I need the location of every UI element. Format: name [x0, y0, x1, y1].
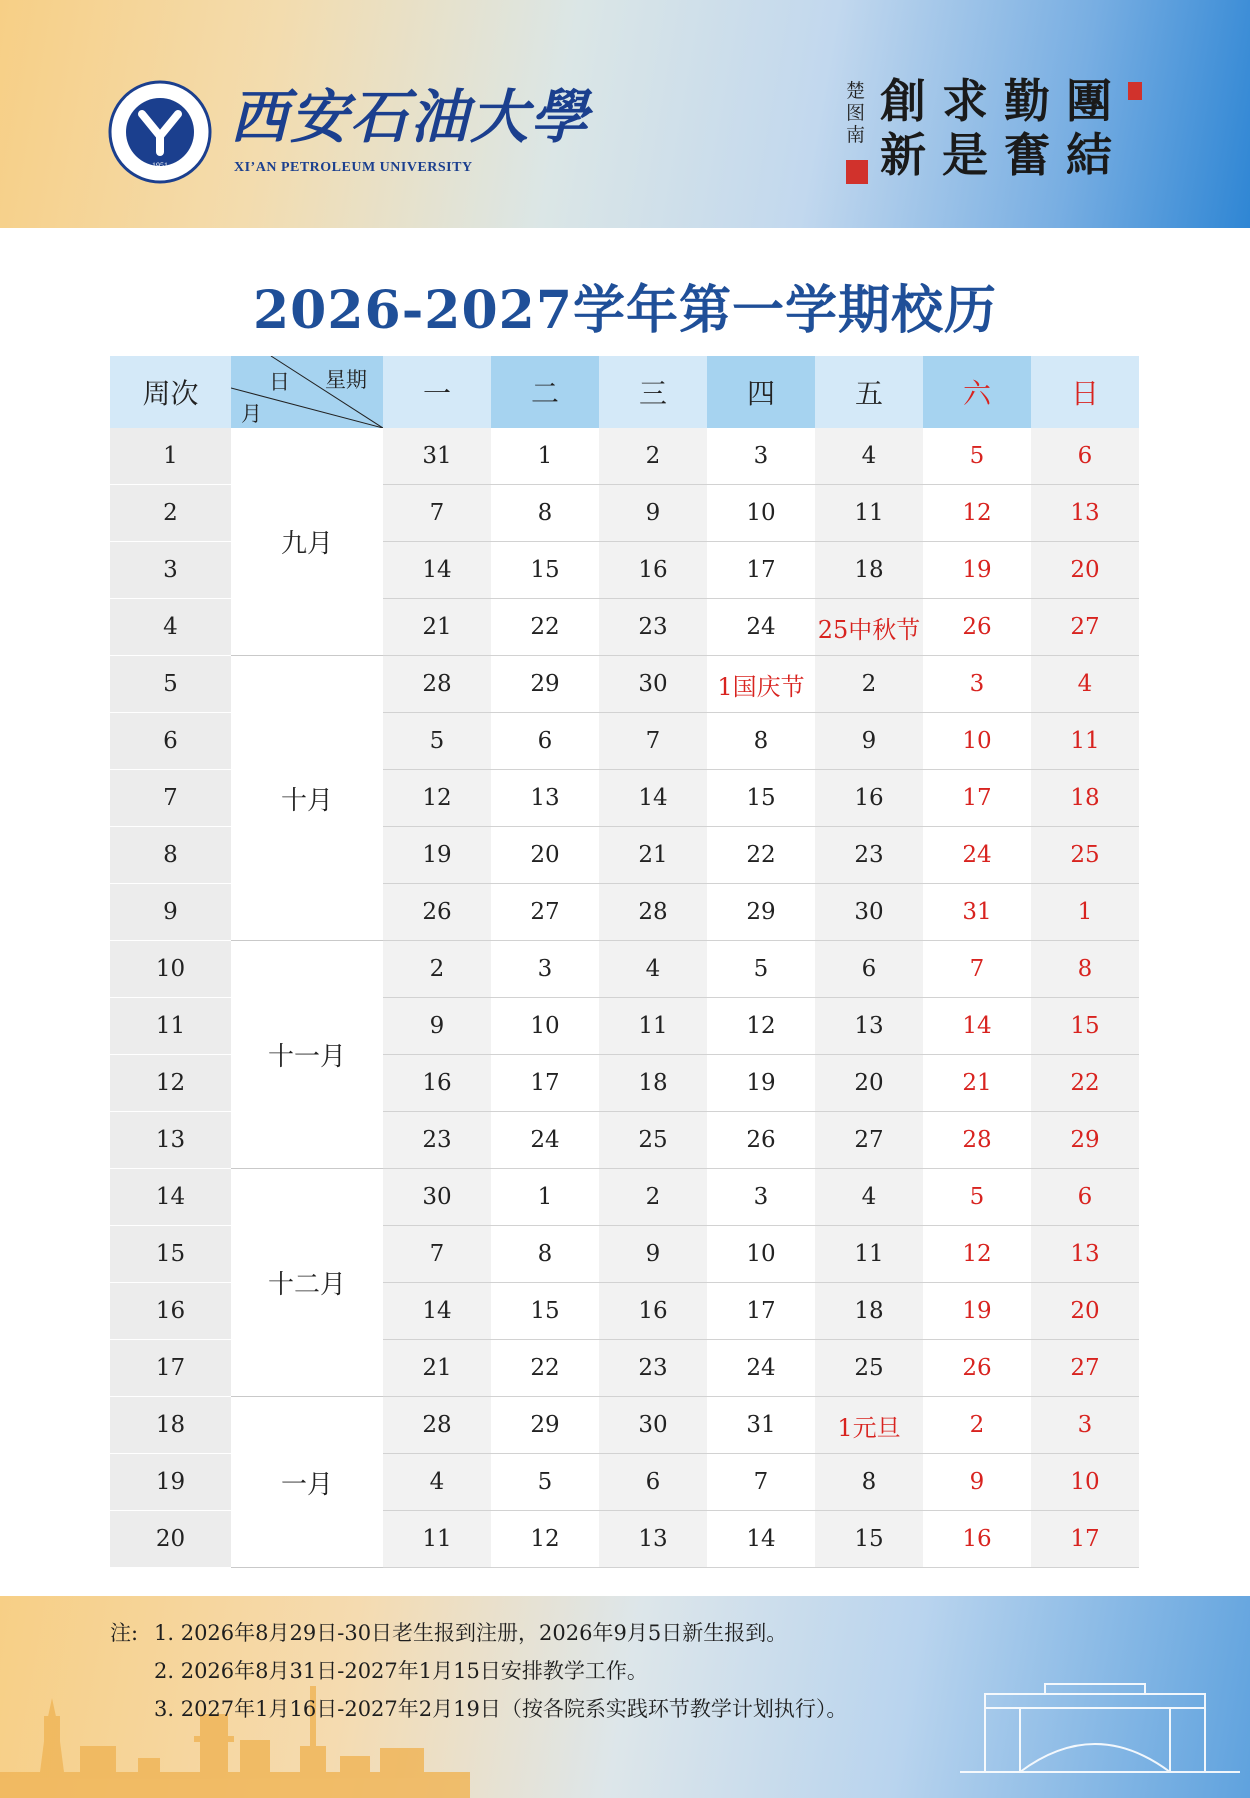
week-number: 9 [110, 884, 231, 941]
day-cell: 10 [707, 485, 815, 542]
day-cell: 21 [923, 1055, 1031, 1112]
holiday-cell: 1国庆节 [707, 656, 815, 713]
day-cell: 25 [815, 1340, 923, 1397]
day-cell: 17 [923, 770, 1031, 827]
day-cell: 16 [599, 1283, 707, 1340]
day-cell: 2 [599, 428, 707, 485]
day-cell: 27 [1031, 599, 1139, 656]
day-cell: 9 [599, 485, 707, 542]
day-cell: 14 [599, 770, 707, 827]
week-number: 19 [110, 1454, 231, 1511]
week-number: 10 [110, 941, 231, 998]
week-number: 13 [110, 1112, 231, 1169]
day-cell: 4 [599, 941, 707, 998]
day-cell: 20 [491, 827, 599, 884]
day-cell: 9 [383, 998, 491, 1055]
holiday-cell: 25中秋节 [815, 599, 923, 656]
note-item [110, 1652, 847, 1690]
weekday-header: 五 [815, 356, 923, 428]
day-cell: 17 [1031, 1511, 1139, 1568]
day-cell: 17 [707, 1283, 815, 1340]
day-cell: 20 [815, 1055, 923, 1112]
day-cell: 8 [1031, 941, 1139, 998]
week-number: 15 [110, 1226, 231, 1283]
table-row [110, 941, 1139, 998]
diag-weekday-label: 星期 [325, 368, 367, 392]
day-cell: 24 [707, 1340, 815, 1397]
week-number: 5 [110, 656, 231, 713]
day-cell: 12 [383, 770, 491, 827]
weekday-header: 一 [383, 356, 491, 428]
day-cell: 11 [815, 485, 923, 542]
motto-char: 創 [880, 74, 926, 128]
day-cell: 23 [815, 827, 923, 884]
calendar-body [110, 428, 1139, 1568]
day-cell: 28 [383, 656, 491, 713]
weekday-header: 日 [1031, 356, 1139, 428]
header-banner [0, 0, 1250, 228]
day-cell: 6 [1031, 1169, 1139, 1226]
day-cell: 1 [491, 1169, 599, 1226]
week-number: 3 [110, 542, 231, 599]
day-cell: 13 [599, 1511, 707, 1568]
day-cell: 15 [815, 1511, 923, 1568]
week-number: 1 [110, 428, 231, 485]
day-cell: 25 [599, 1112, 707, 1169]
day-cell: 24 [707, 599, 815, 656]
day-cell: 12 [707, 998, 815, 1055]
day-cell: 7 [383, 1226, 491, 1283]
day-cell: 26 [383, 884, 491, 941]
week-number: 20 [110, 1511, 231, 1568]
day-cell: 15 [707, 770, 815, 827]
day-cell: 3 [707, 428, 815, 485]
note-text: 2. 2026年8月31日-2027年1月15日安排教学工作。 [154, 1659, 648, 1683]
week-number: 17 [110, 1340, 231, 1397]
day-cell: 8 [707, 713, 815, 770]
weekday-header: 四 [707, 356, 815, 428]
table-row [110, 1397, 1139, 1454]
day-cell: 27 [815, 1112, 923, 1169]
day-cell: 4 [815, 1169, 923, 1226]
day-cell: 19 [923, 542, 1031, 599]
day-cell: 14 [707, 1511, 815, 1568]
day-cell: 13 [1031, 1226, 1139, 1283]
seal-year: 1951 [152, 161, 168, 170]
day-cell: 14 [383, 542, 491, 599]
day-cell: 15 [491, 1283, 599, 1340]
day-cell: 26 [923, 1340, 1031, 1397]
day-cell: 2 [383, 941, 491, 998]
day-cell: 26 [707, 1112, 815, 1169]
day-cell: 31 [383, 428, 491, 485]
day-cell: 15 [491, 542, 599, 599]
day-cell: 20 [1031, 542, 1139, 599]
weekday-header: 三 [599, 356, 707, 428]
day-cell: 9 [815, 713, 923, 770]
day-cell: 30 [383, 1169, 491, 1226]
day-cell: 6 [491, 713, 599, 770]
note-item [110, 1690, 847, 1728]
day-cell: 13 [1031, 485, 1139, 542]
day-cell: 16 [923, 1511, 1031, 1568]
motto-seal-icon [1128, 82, 1142, 100]
calligraphy-signature: 楚图南 [846, 80, 866, 146]
week-number: 12 [110, 1055, 231, 1112]
day-cell: 31 [923, 884, 1031, 941]
day-cell: 28 [599, 884, 707, 941]
day-cell: 30 [599, 1397, 707, 1454]
day-cell: 5 [491, 1454, 599, 1511]
motto-char: 結 [1066, 128, 1112, 182]
week-number: 18 [110, 1397, 231, 1454]
day-cell: 19 [707, 1055, 815, 1112]
calendar-header-row [110, 356, 1139, 428]
university-name-cn: 西安石油大學 [230, 83, 591, 151]
day-cell: 6 [1031, 428, 1139, 485]
day-cell: 22 [1031, 1055, 1139, 1112]
week-number: 4 [110, 599, 231, 656]
week-number: 8 [110, 827, 231, 884]
day-cell: 6 [815, 941, 923, 998]
day-cell: 18 [815, 1283, 923, 1340]
month-label: 十一月 [231, 941, 383, 1169]
day-cell: 4 [1031, 656, 1139, 713]
day-cell: 19 [383, 827, 491, 884]
note-item [110, 1614, 847, 1652]
day-cell: 4 [815, 428, 923, 485]
month-label: 十二月 [231, 1169, 383, 1397]
university-seal-icon [108, 80, 212, 184]
day-cell: 4 [383, 1454, 491, 1511]
week-column-header: 周次 [110, 356, 231, 428]
day-cell: 26 [923, 599, 1031, 656]
diag-month-label: 月 [241, 402, 262, 426]
day-cell: 25 [1031, 827, 1139, 884]
calendar-table [110, 356, 1139, 1568]
day-cell: 5 [707, 941, 815, 998]
day-cell: 10 [923, 713, 1031, 770]
day-cell: 29 [707, 884, 815, 941]
day-cell: 20 [1031, 1283, 1139, 1340]
day-cell: 29 [1031, 1112, 1139, 1169]
note-text: 1. 2026年8月29日-30日老生报到注册，2026年9月5日新生报到。 [154, 1621, 788, 1645]
day-cell: 3 [1031, 1397, 1139, 1454]
page-title: 2026-2027学年第一学期校历 [252, 280, 998, 341]
motto-char: 是 [942, 128, 988, 182]
day-cell: 21 [383, 1340, 491, 1397]
signature-seal-icon [846, 160, 868, 184]
note-text: 3. 2027年1月16日-2027年2月19日（按各院系实践环节教学计划执行）。 [154, 1697, 848, 1721]
day-cell: 9 [923, 1454, 1031, 1511]
day-cell: 2 [815, 656, 923, 713]
day-cell: 16 [599, 542, 707, 599]
day-cell: 1 [1031, 884, 1139, 941]
day-cell: 10 [1031, 1454, 1139, 1511]
motto-char: 勤 [1004, 74, 1050, 128]
week-number: 16 [110, 1283, 231, 1340]
day-cell: 18 [599, 1055, 707, 1112]
day-cell: 11 [815, 1226, 923, 1283]
day-cell: 5 [923, 1169, 1031, 1226]
day-cell: 11 [1031, 713, 1139, 770]
day-cell: 22 [491, 1340, 599, 1397]
day-cell: 11 [599, 998, 707, 1055]
week-number: 14 [110, 1169, 231, 1226]
day-cell: 31 [707, 1397, 815, 1454]
notes-label: 注: [110, 1621, 139, 1645]
month-label: 一月 [231, 1397, 383, 1568]
day-cell: 29 [491, 656, 599, 713]
day-cell: 17 [707, 542, 815, 599]
table-row [110, 428, 1139, 485]
week-number: 2 [110, 485, 231, 542]
notes-section [110, 1614, 847, 1728]
day-cell: 7 [383, 485, 491, 542]
day-cell: 18 [815, 542, 923, 599]
week-number: 6 [110, 713, 231, 770]
calligraphy-motto [880, 76, 1130, 186]
day-cell: 24 [923, 827, 1031, 884]
day-cell: 13 [491, 770, 599, 827]
day-cell: 2 [599, 1169, 707, 1226]
diagonal-header-cell [231, 356, 383, 428]
day-cell: 19 [923, 1283, 1031, 1340]
day-cell: 3 [707, 1169, 815, 1226]
day-cell: 17 [491, 1055, 599, 1112]
day-cell: 16 [383, 1055, 491, 1112]
day-cell: 6 [599, 1454, 707, 1511]
day-cell: 12 [923, 1226, 1031, 1283]
day-cell: 22 [491, 599, 599, 656]
day-cell: 8 [491, 1226, 599, 1283]
day-cell: 24 [491, 1112, 599, 1169]
day-cell: 7 [707, 1454, 815, 1511]
month-label: 十月 [231, 656, 383, 941]
table-row [110, 656, 1139, 713]
day-cell: 14 [383, 1283, 491, 1340]
day-cell: 5 [383, 713, 491, 770]
day-cell: 15 [1031, 998, 1139, 1055]
day-cell: 12 [491, 1511, 599, 1568]
day-cell: 22 [707, 827, 815, 884]
weekday-header: 六 [923, 356, 1031, 428]
day-cell: 3 [923, 656, 1031, 713]
day-cell: 8 [491, 485, 599, 542]
day-cell: 30 [815, 884, 923, 941]
university-name-en: XI’AN PETROLEUM UNIVERSITY [234, 160, 473, 175]
day-cell: 1 [491, 428, 599, 485]
day-cell: 8 [815, 1454, 923, 1511]
holiday-cell: 1元旦 [815, 1397, 923, 1454]
day-cell: 23 [599, 1340, 707, 1397]
month-label: 九月 [231, 428, 383, 656]
day-cell: 23 [383, 1112, 491, 1169]
day-cell: 9 [599, 1226, 707, 1283]
day-cell: 7 [599, 713, 707, 770]
day-cell: 5 [923, 428, 1031, 485]
day-cell: 21 [383, 599, 491, 656]
diag-day-label: 日 [269, 370, 290, 394]
day-cell: 10 [491, 998, 599, 1055]
day-cell: 2 [923, 1397, 1031, 1454]
day-cell: 7 [923, 941, 1031, 998]
day-cell: 13 [815, 998, 923, 1055]
day-cell: 16 [815, 770, 923, 827]
day-cell: 28 [923, 1112, 1031, 1169]
day-cell: 10 [707, 1226, 815, 1283]
week-number: 11 [110, 998, 231, 1055]
motto-char: 團 [1066, 74, 1112, 128]
motto-char: 求 [942, 74, 988, 128]
day-cell: 12 [923, 485, 1031, 542]
motto-char: 奮 [1004, 128, 1050, 182]
day-cell: 14 [923, 998, 1031, 1055]
weekday-header: 二 [491, 356, 599, 428]
day-cell: 3 [491, 941, 599, 998]
day-cell: 21 [599, 827, 707, 884]
day-cell: 23 [599, 599, 707, 656]
day-cell: 27 [491, 884, 599, 941]
week-number: 7 [110, 770, 231, 827]
day-cell: 28 [383, 1397, 491, 1454]
day-cell: 29 [491, 1397, 599, 1454]
table-row [110, 1169, 1139, 1226]
day-cell: 18 [1031, 770, 1139, 827]
day-cell: 27 [1031, 1340, 1139, 1397]
day-cell: 11 [383, 1511, 491, 1568]
day-cell: 30 [599, 656, 707, 713]
motto-char: 新 [880, 128, 926, 182]
